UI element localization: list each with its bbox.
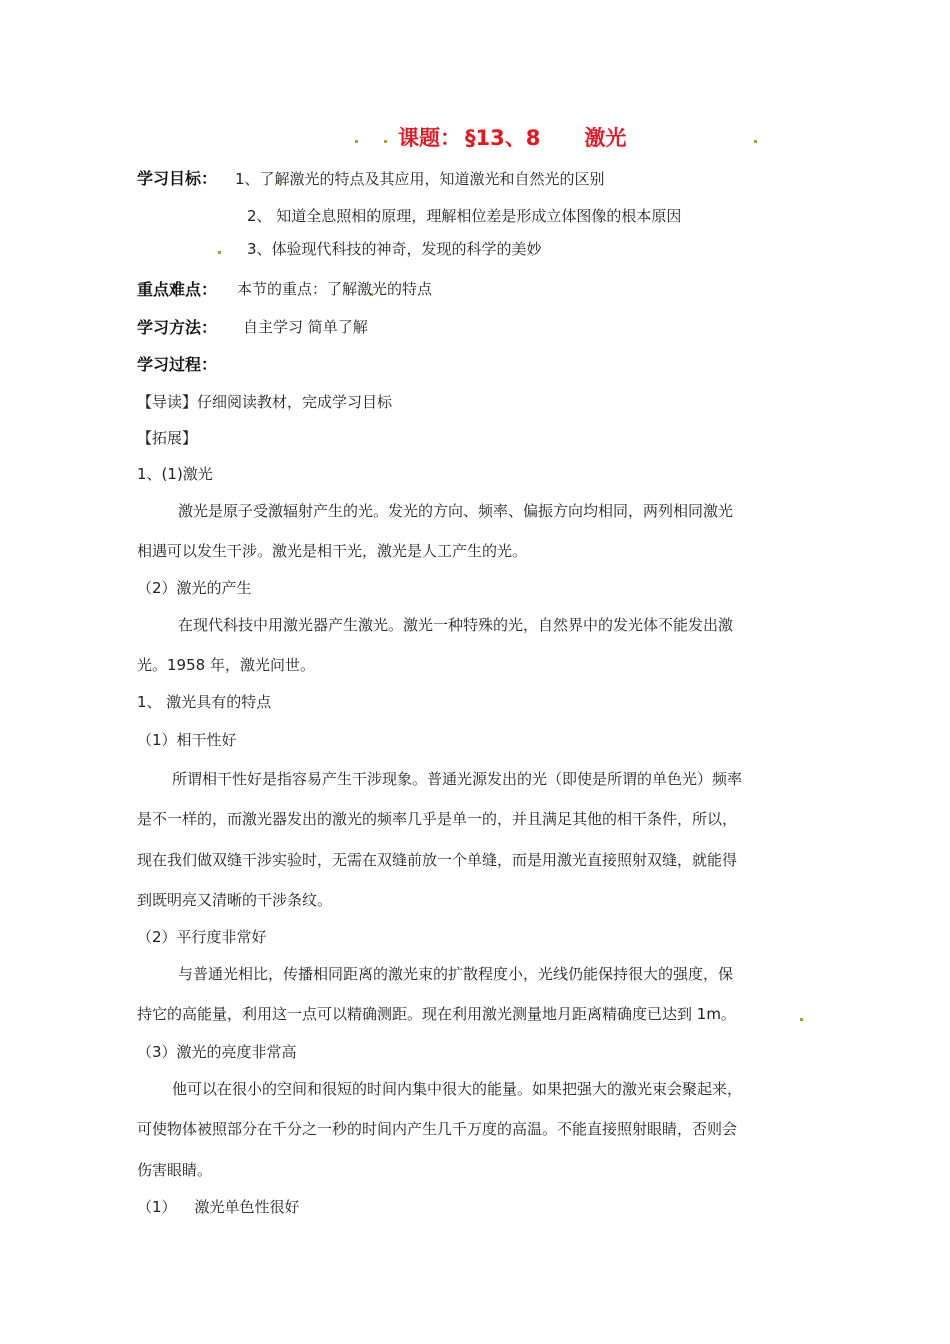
paragraph-line: 是不一样的，而激光器发出的激光的频率几乎是单一的，并且满足其他的相干条件，所以，	[137, 810, 738, 828]
sub-heading: （1）相干性好	[137, 731, 237, 749]
sub-heading-number: （1）	[137, 1198, 177, 1216]
extension-line: 【拓展】	[137, 429, 198, 447]
paragraph-line: 现在我们做双缝干涉实验时，无需在双缝前放一个单缝，而是用激光直接照射双缝，就能得	[137, 851, 738, 869]
paragraph-line: 可使物体被照部分在千分之一秒的时间内产生几千万度的高温。不能直接照射眼睛，否则会	[137, 1120, 738, 1138]
objective-item: 1、了解激光的特点及其应用，知道激光和自然光的区别	[235, 170, 605, 188]
objective-item: 2、 知道全息照相的原理，理解相位差是形成立体图像的根本原因	[247, 207, 682, 225]
paragraph-line: 所谓相干性好是指容易产生干涉现象。普通光源发出的光（即使是所谓的单色光）频率	[172, 770, 743, 788]
page-title	[398, 122, 626, 152]
sub-heading	[137, 1196, 300, 1217]
guide-line: 【导读】仔细阅读教材，完成学习目标	[137, 393, 393, 411]
paragraph-line: 他可以在很小的空间和很短的时间内集中很大的能量。如果把强大的激光束会聚起来，	[172, 1080, 743, 1098]
title-name: 激光	[584, 126, 627, 150]
paragraph-line: 激光是原子受激辐射产生的光。发光的方向、频率、偏振方向均相同，两列相同激光	[178, 502, 734, 520]
paragraph-line: 在现代科技中用激光器产生激光。激光一种特殊的光，自然界中的发光体不能发出激	[178, 616, 734, 634]
objectives-label: 学习目标：	[137, 169, 218, 188]
objective-item: 3、体验现代科技的神奇，发现的科学的美妙	[247, 240, 542, 258]
sub-heading: （3）激光的亮度非常高	[137, 1043, 297, 1061]
paragraph-line: 相遇可以发生干涉。激光是相干光，激光是人工产生的光。	[137, 542, 528, 560]
paragraph-line: 光。1958 年，激光问世。	[137, 656, 315, 674]
decorative-dot	[218, 251, 221, 254]
sub-heading: （2）平行度非常好	[137, 928, 267, 946]
section-heading: 1、 激光具有的特点	[137, 693, 272, 711]
title-section: §13、8	[465, 126, 541, 150]
decorative-dot	[355, 140, 358, 143]
paragraph-line: 与普通光相比，传播相同距离的激光束的扩散程度小，光线仍能保持很大的强度，保	[178, 965, 734, 983]
method-text: 自主学习 简单了解	[243, 318, 368, 336]
process-label: 学习过程：	[137, 355, 218, 374]
paragraph-line: 伤害眼睛。	[137, 1161, 213, 1179]
paragraph-line: 持它的高能量，利用这一点可以精确测距。现在利用激光测量地月距离精确度已达到 1m。	[137, 1005, 736, 1023]
key-points-label: 重点难点：	[137, 280, 218, 299]
paragraph-line: 到既明亮又清晰的干涉条纹。	[137, 891, 333, 909]
decorative-dot	[384, 140, 387, 143]
sub-heading: （2）激光的产生	[137, 579, 252, 597]
decorative-dot	[800, 1018, 803, 1021]
sub-heading-text: 激光单色性很好	[194, 1198, 300, 1216]
section-heading: 1、(1)激光	[137, 465, 213, 483]
title-prefix: 课题：	[398, 126, 461, 150]
decorative-dot	[754, 140, 757, 143]
key-points-text: 本节的重点：了解激光的特点	[237, 280, 433, 298]
method-label: 学习方法：	[137, 318, 218, 337]
